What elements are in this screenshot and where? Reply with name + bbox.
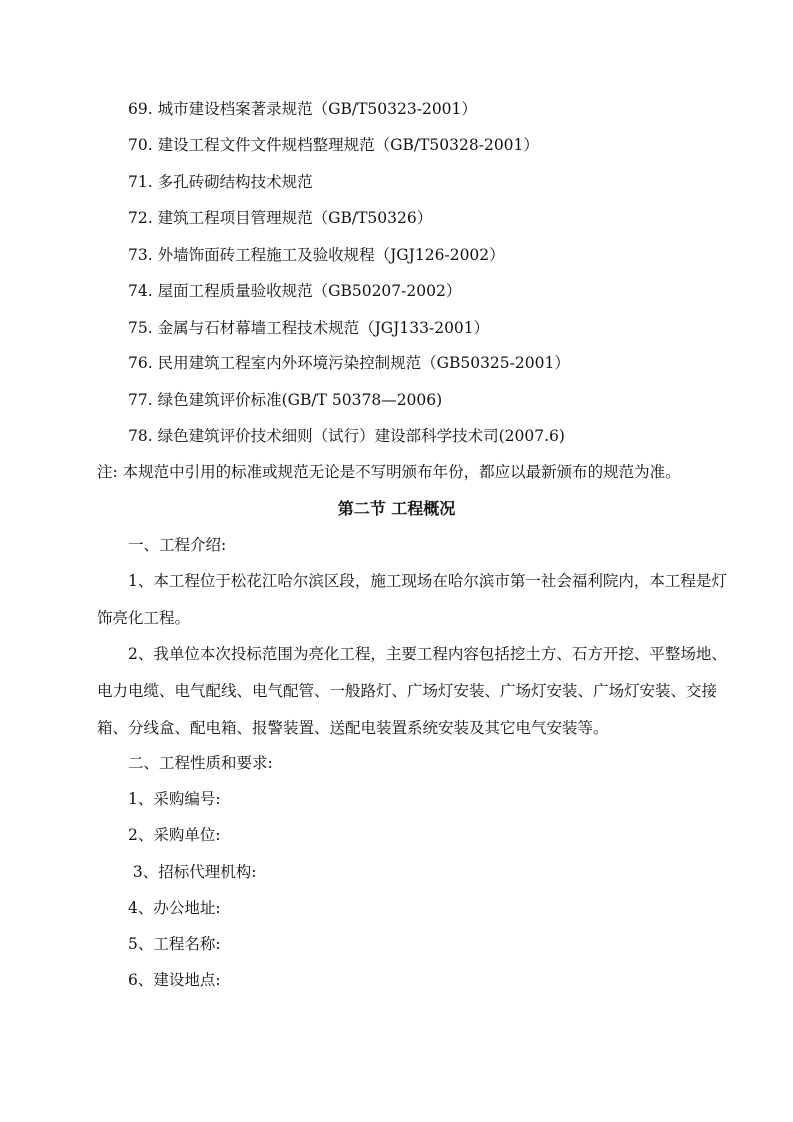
part2-item-project-name: 5、工程名称:	[128, 935, 221, 953]
part2-item-site-location: 6、建设地点:	[128, 971, 221, 989]
standard-item-74: 74. 屋面工程质量验收规范（GB50207-2002）	[128, 282, 462, 300]
part2-heading: 二、工程性质和要求:	[128, 754, 273, 772]
section-title: 第二节 工程概况	[337, 499, 456, 518]
standards-note: 注: 本规范中引用的标准或规范无论是不写明颁布年份，都应以最新颁布的规范为准。	[97, 463, 681, 481]
part2-item-office-address: 4、办公地址:	[128, 899, 221, 917]
part2-item-agency: 3、招标代理机构:	[128, 863, 257, 881]
standard-item-69: 69. 城市建设档案著录规范（GB/T50323-2001）	[128, 100, 477, 118]
standard-item-71: 71. 多孔砖砌结构技术规范	[128, 173, 313, 191]
standard-item-76: 76. 民用建筑工程室内外环境污染控制规范（GB50325-2001）	[128, 354, 570, 372]
standard-item-70: 70. 建设工程文件文件规档整理规范（GB/T50328-2001）	[128, 136, 539, 154]
standard-item-72: 72. 建筑工程项目管理规范（GB/T50326）	[128, 209, 433, 227]
standard-item-75: 75. 金属与石材幕墙工程技术规范（JGJ133-2001）	[128, 319, 490, 337]
standard-item-77: 77. 绿色建筑评价标准(GB/T 50378—2006)	[128, 391, 443, 409]
part1-heading: 一、工程介绍:	[128, 536, 227, 554]
standard-item-78: 78. 绿色建筑评价技术细则（试行）建设部科学技术司(2007.6)	[128, 427, 565, 445]
standard-item-73: 73. 外墙饰面砖工程施工及验收规程（JGJ126-2002）	[128, 246, 505, 264]
part2-item-purchaser: 2、采购单位:	[128, 826, 221, 844]
part1-paragraph-2: 2、我单位本次投标范围为亮化工程，主要工程内容包括挖土方、石方开挖、平整场地、电力电缆、电气配线、电气配管、一般路灯、广场灯安装、广场灯安装、广场灯安装、交接箱、分线盒、配电箱、报警装置、送配电装置系统安装及其它电气安装等。	[97, 645, 727, 737]
part1-paragraph-1: 1、本工程位于松花江哈尔滨区段，施工现场在哈尔滨市第一社会福利院内，本工程是灯饰亮化工程。	[97, 572, 727, 627]
part2-item-purchase-number: 1、采购编号:	[128, 790, 221, 808]
